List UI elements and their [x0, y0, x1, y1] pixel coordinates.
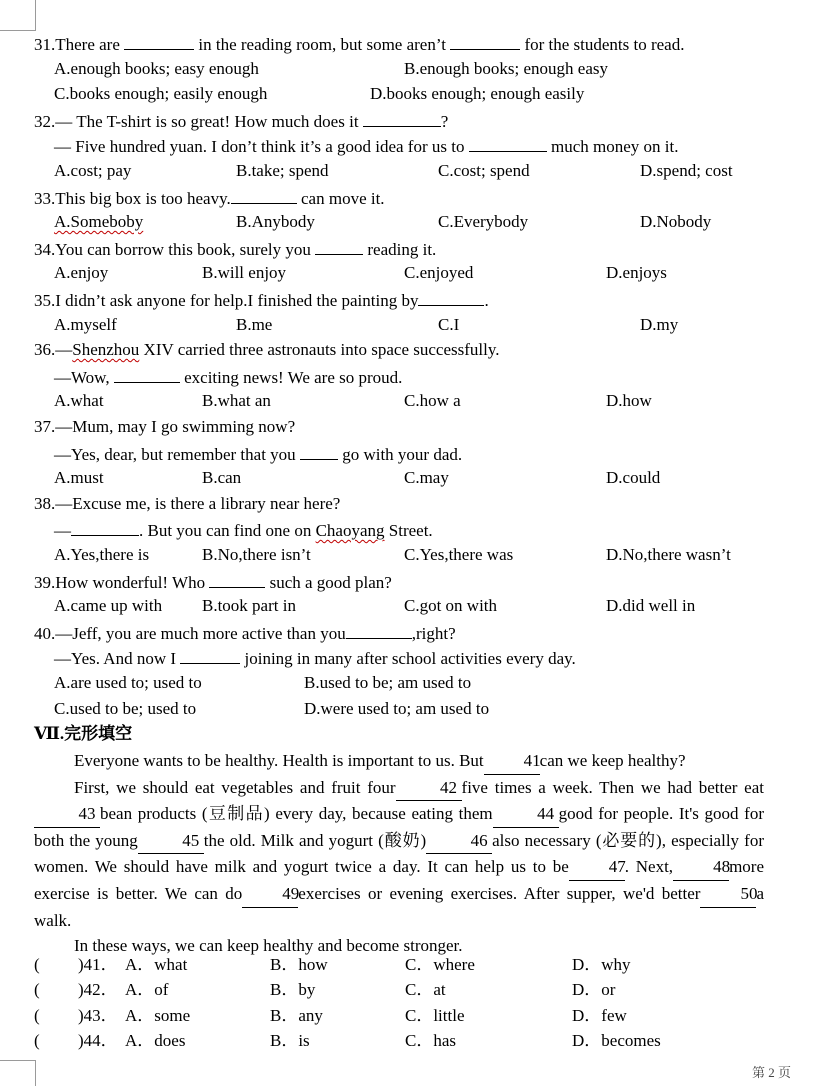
answer-blank [363, 108, 441, 127]
option-a: A.what [54, 391, 104, 410]
crop-mark [0, 1060, 36, 1061]
question-text: 34.You can borrow this book, surely you [34, 240, 316, 259]
option-c: C.used to be; used to [54, 699, 197, 718]
option-a: A.are used to; used to [54, 673, 202, 692]
answer-blank [469, 133, 547, 152]
question-37-reply [54, 441, 462, 465]
question-text: —Yes, dear, but remember that you [54, 445, 300, 464]
question-text: 40.—Jeff, you are much more active than you [34, 624, 346, 643]
answer-blank [209, 569, 265, 588]
option-c: C．has [405, 1031, 456, 1050]
option-d: D.enjoys [606, 263, 667, 282]
question-text: can move it. [296, 189, 385, 208]
option-b: B.will enjoy [202, 263, 287, 282]
answer-blank [315, 236, 363, 255]
question-text: Shenzhou [72, 340, 140, 359]
answer-blank [114, 364, 180, 383]
passage-text: more exercise is better. We can do [34, 857, 764, 903]
blank-number: 41 [484, 748, 540, 775]
option-c: C.I [438, 315, 460, 334]
blank-number: 44 [493, 801, 559, 828]
question-38-reply [54, 517, 433, 541]
question-text: such a good plan? [265, 573, 392, 592]
answer-blank [418, 287, 484, 306]
answer-blank [450, 31, 520, 50]
option-a: A.enough books; easy enough [54, 59, 259, 78]
question-text: . But you can find one on [139, 521, 316, 540]
question-40-reply [54, 645, 576, 669]
option-c: C.cost; spend [438, 161, 530, 180]
blank-number: 42 [396, 775, 462, 802]
question-text: for the students to read. [520, 35, 685, 54]
crop-mark [35, 0, 36, 30]
option-b: B.No,there isn’t [202, 545, 311, 564]
question-text: . [484, 291, 489, 310]
question-36-reply [54, 364, 402, 388]
option-b: B．any [270, 1006, 323, 1025]
passage-text: five times a week. Then we had better eat [461, 777, 764, 797]
question-text: —Yes. And now I [54, 649, 181, 668]
option-a: A.came up with [54, 596, 163, 615]
passage-text: Everyone wants to be healthy. Health is important to us. But [74, 751, 484, 770]
blank-number: 48 [673, 854, 729, 881]
answer-number: )43． [78, 1006, 118, 1025]
answer-blank [71, 517, 139, 536]
question-31 [34, 31, 684, 55]
option-c: C.how a [404, 391, 461, 410]
answer-paren: ( [34, 1006, 40, 1025]
answer-paren: ( [34, 1031, 40, 1050]
question-text: 36.— [34, 340, 73, 359]
page-number: 第 2 页 [752, 1065, 792, 1080]
blank-number: 46 [426, 828, 492, 855]
option-a: A.myself [54, 315, 117, 334]
passage-text: also necessary (必要的), especially for women. We should have milk and yogurt twice a day. It can help us to be [34, 830, 764, 877]
option-b: B．by [270, 980, 316, 999]
question-36 [34, 338, 499, 362]
answer-number: )41． [78, 955, 118, 974]
option-d: D．few [572, 1006, 627, 1025]
question-text: 31.There are [34, 35, 125, 54]
blank-number: 45 [138, 828, 204, 855]
blank-number: 49 [242, 881, 298, 908]
option-c: C．at [405, 980, 446, 999]
option-b: B.took part in [202, 596, 296, 615]
question-34 [34, 236, 436, 260]
option-b: B．how [270, 955, 328, 974]
question-35 [34, 287, 489, 311]
passage-text: . Next, [624, 857, 674, 877]
option-a: A.cost; pay [54, 161, 132, 180]
option-d: D．becomes [572, 1031, 661, 1050]
question-32-reply [54, 133, 678, 157]
question-text: 35.I didn’t ask anyone for help.I finished the painting by [34, 291, 419, 310]
crop-mark [0, 30, 36, 31]
question-text: Street. [384, 521, 433, 540]
blank-number: 47 [569, 854, 625, 881]
passage-text: can we keep healthy? [539, 751, 686, 770]
option-d: D.spend; cost [640, 161, 733, 180]
question-text: 38.—Excuse me, is there a library near here? [34, 494, 341, 513]
option-b: B.me [236, 315, 273, 334]
question-37 [34, 415, 295, 439]
question-text: 32.— The T-shirt is so great! How much does it [34, 112, 363, 131]
option-d: D.did well in [606, 596, 696, 615]
option-b: B.can [202, 468, 242, 487]
question-text: much money on it. [546, 137, 679, 156]
option-a: A.enjoy [54, 263, 109, 282]
question-39 [34, 569, 392, 593]
passage-text: good for people. It's good for both the young [34, 804, 764, 850]
passage-text: the old. Milk and yogurt (酸奶) [203, 830, 427, 850]
question-33 [34, 185, 385, 209]
answer-paren: ( [34, 980, 40, 999]
option-b: B.Anybody [236, 212, 315, 231]
passage-paragraph [34, 748, 764, 775]
question-text: Chaoyang [315, 521, 385, 540]
option-d: D.No,there wasn’t [606, 545, 731, 564]
answer-blank [231, 185, 297, 204]
option-a: A．does [125, 1031, 186, 1050]
option-d: D.books enough; enough easily [370, 84, 585, 103]
passage-text: exercises or evening exercises. After supper, we'd better [298, 883, 701, 903]
option-a: A．of [125, 980, 169, 999]
option-b: B.enough books; enough easy [404, 59, 608, 78]
question-text: 37.—Mum, may I go swimming now? [34, 417, 296, 436]
option-c: C.enjoyed [404, 263, 474, 282]
option-b: B．is [270, 1031, 310, 1050]
passage-paragraph: In these ways, we can keep healthy and become stronger. [74, 936, 463, 956]
option-c: C.got on with [404, 596, 498, 615]
option-d: D.could [606, 468, 661, 487]
blank-number: 43 [34, 801, 100, 828]
passage-text: bean products (豆制品) every day, because eating them [100, 804, 493, 824]
option-c: C.may [404, 468, 449, 487]
question-text: go with your dad. [337, 445, 463, 464]
option-d: D.how [606, 391, 652, 410]
option-b: B.what an [202, 391, 271, 410]
passage-text: a walk. [34, 883, 765, 930]
option-c: C．little [405, 1006, 465, 1025]
option-a: A.must [54, 468, 104, 487]
question-text: joining in many after school activities every day. [240, 649, 576, 668]
question-text: exciting news! We are so proud. [179, 368, 403, 387]
question-text: — [54, 521, 71, 540]
answer-paren: ( [34, 955, 40, 974]
question-text: —Wow, [54, 368, 114, 387]
option-b: B.used to be; am used to [304, 673, 472, 692]
option-b: B.take; spend [236, 161, 329, 180]
option-c: C.books enough; easily enough [54, 84, 268, 103]
crop-mark [35, 1060, 36, 1086]
option-a: A.Someboby [54, 212, 144, 231]
answer-number: )42． [78, 980, 118, 999]
question-text: — Five hundred yuan. I don’t think it’s a good idea for us to [54, 137, 469, 156]
question-text: reading it. [363, 240, 437, 259]
section-title: Ⅶ.完形填空 [34, 724, 133, 743]
option-a: A．what [125, 955, 188, 974]
option-d: D.were used to; am used to [304, 699, 490, 718]
option-c: C．where [405, 955, 475, 974]
answer-blank [180, 645, 240, 664]
answer-number: )44． [78, 1031, 118, 1050]
option-c: C.Yes,there was [404, 545, 514, 564]
passage-text: First, we should eat vegetables and fruit four [74, 777, 396, 797]
question-32: 32.— The T-shirt is so great! How much does it ? [34, 108, 448, 132]
answer-blank [346, 620, 412, 639]
question-text: XIV carried three astronauts into space successfully. [139, 340, 500, 359]
question-text: 33.This big box is too heavy. [34, 189, 231, 208]
question-text: in the reading room, but some aren’t [194, 35, 451, 54]
answer-blank [300, 441, 338, 460]
question-38 [34, 492, 340, 516]
question-text: 39.How wonderful! Who [34, 573, 210, 592]
option-d: D．why [572, 955, 631, 974]
answer-blank [124, 31, 194, 50]
blank-number: 50 [700, 881, 756, 908]
cloze-passage [34, 748, 764, 959]
option-c: C.Everybody [438, 212, 529, 231]
question-40 [34, 620, 456, 644]
passage-paragraph [34, 775, 764, 934]
option-a: A．some [125, 1006, 191, 1025]
option-d: D.Nobody [640, 212, 712, 231]
option-d: D.my [640, 315, 679, 334]
option-a: A.Yes,there is [54, 545, 150, 564]
option-d: D．or [572, 980, 616, 999]
question-text: ,right? [411, 624, 456, 643]
